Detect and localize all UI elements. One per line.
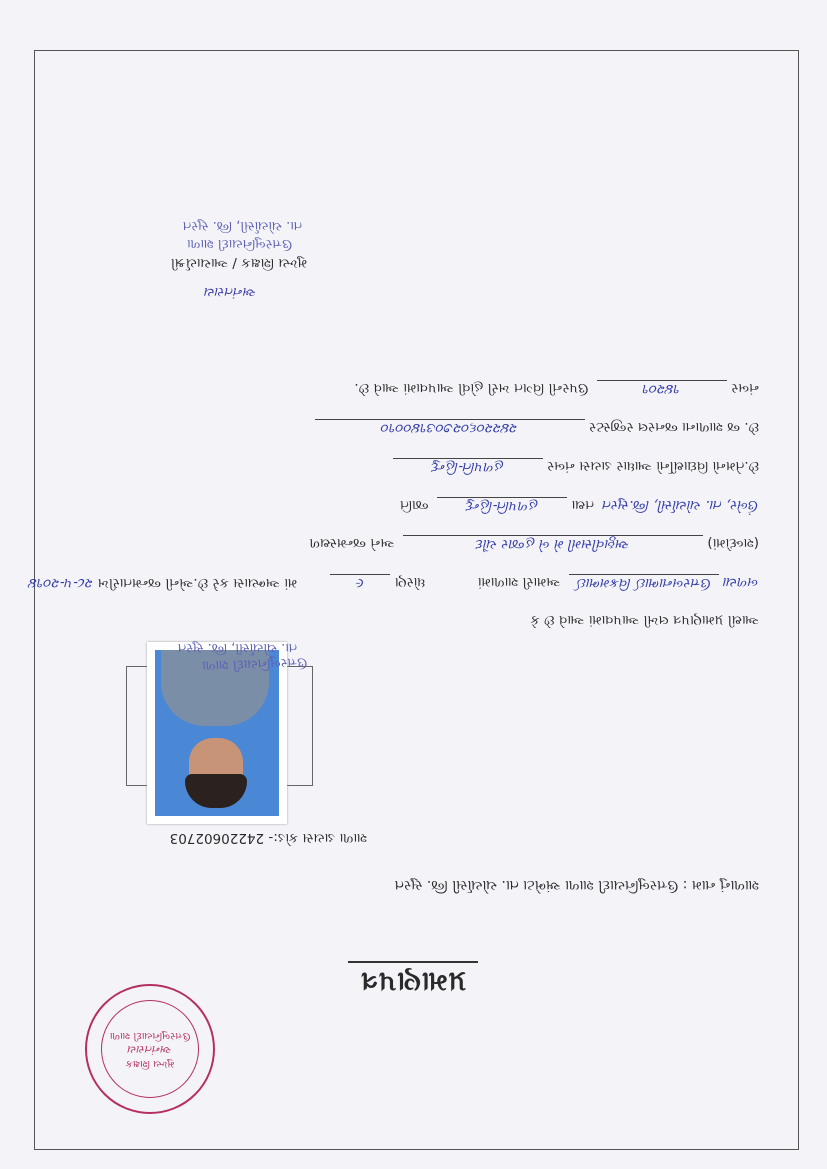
student-name-field: ઉત્તરબનાભાઈ વિક્રમભાઈ — [569, 574, 719, 591]
student-name-row — [478, 574, 759, 591]
birth-words-label: (શબ્દોમાં) — [707, 535, 759, 551]
place-caste-row — [400, 497, 759, 514]
gr-row — [315, 419, 759, 436]
birth-place-field: ઉંબેર, તા. ચોર્યાસી, જિ.સુરત — [602, 497, 759, 513]
caste-label: તથા — [571, 497, 595, 513]
school-name-line: શાળાનું નામ : ઉત્તરબુનિયાદી શાળા અંભેટા તા. ચોર્યાસી જિ. સુરત — [394, 877, 759, 893]
school-stamp-name: ઉત્તરબુનિયાદી શાળા — [186, 236, 292, 251]
closing-text: ઉપરની વિગત ખરી હોવી આપવામાં આવે છે. — [354, 380, 589, 396]
student-word: અમારી શાળામાં — [477, 574, 561, 590]
standard-label: ધોરણ — [394, 574, 425, 590]
closing-row — [354, 380, 759, 397]
birth-words-row — [309, 535, 759, 552]
dob-row — [29, 575, 297, 591]
seal-center: અનંતરાય — [127, 1043, 173, 1056]
dob-text: માં અભ્યાસ કરે છે.એની જન્મતારીખ — [97, 575, 297, 591]
caste-word: જાતિ — [399, 497, 429, 513]
aadhar-row — [393, 458, 759, 475]
round-seal — [85, 984, 215, 1114]
standard-field: ૯ — [330, 574, 390, 591]
school-stamp-place: તા. ચોર્યાસી, જિ. સુરત — [182, 218, 302, 233]
photo-stamp-place: તા. ચોર્યાસી, જિ. સુરત — [177, 640, 297, 655]
birth-place-label: અને જન્મસ્થળ — [309, 535, 395, 551]
headmaster-signature: અનંતરાય — [204, 284, 257, 299]
gr-label: નંબર — [731, 380, 759, 396]
document-title: પ્રમાણપત્ર — [348, 961, 478, 997]
aadhar-line-b: છે. જ શાળાના જનરલ રજીસ્ટર — [588, 419, 759, 435]
student-name-prefix: બળયા — [723, 574, 759, 590]
gr-field: ૧૪૨૦૧ — [597, 380, 727, 397]
signatory-title: મુખ્ય શિક્ષક / આચાર્યશ્રી — [170, 255, 307, 271]
aadhar-id-field: ૨૪૨૨૦૬૦૨૭૦૩૧૪૦૦૧૦ — [315, 419, 585, 436]
dob-field: ૨૮-૫-૨૦૧૪ — [28, 575, 94, 591]
intro-text: આથી પ્રમાણપત્ર લખી આપવામાં આવે છે કે — [530, 612, 759, 628]
school-dise-code: શાળા ડાયસ કોડ:- 24220602703 — [169, 830, 367, 846]
birth-words-field: અઠ્ઠાવીસમી મે બે હજાર ચૌદ — [403, 535, 703, 552]
aadhar-name-field: હળપતિ-હિન્દુ — [393, 458, 543, 475]
caste-name-field: હળપતિ-હિન્દુ — [437, 497, 567, 514]
photo-stamp-school: ઉત્તરબુનિયાદી શાળા — [201, 654, 308, 673]
seal-text: મુખ્ય શિક્ષક — [125, 1058, 175, 1069]
seal-bottom: ઉત્તરબુનિયાદી શાળા — [109, 1030, 191, 1041]
standard-row — [330, 574, 425, 591]
aadhar-line-a: છે.તેમનો વિદ્યાર્થીનો આધાર ડાયસ નંબર — [547, 458, 759, 474]
